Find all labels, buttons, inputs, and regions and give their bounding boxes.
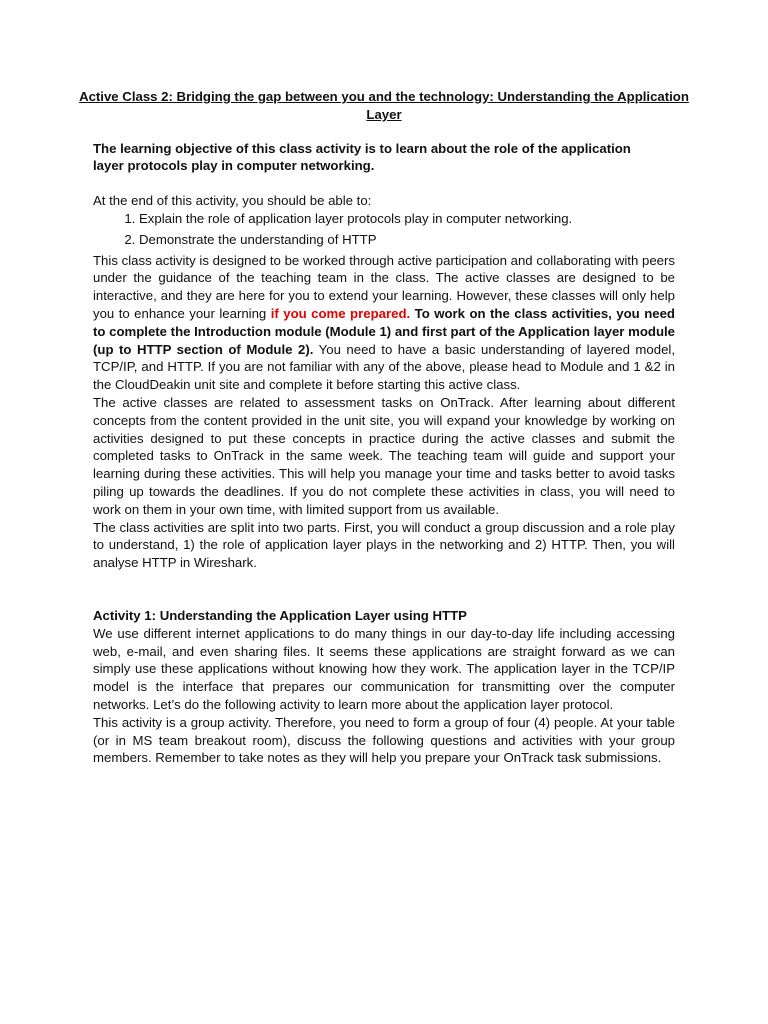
paragraph-application-intro: We use different internet applications to do many things in our day-to-day life including accessing web, e-mail, and even sharing files. It seems these applications are straight forward as we can simply use these applications without knowing how they work. The application layer in the TCP/IP model is the interface that prepares our communication for transmitting over the computer networks. Let’s do the following activity to learn more about the application layer protocol. — [93, 625, 675, 712]
paragraph-activity-overview: The class activities are split into two parts. First, you will conduct a group discussion and a role play to understand, 1) the role of application layer plays in the networking and 2) HTTP. Then, you will analyse HTTP in Wireshark. — [93, 519, 675, 571]
activity-heading: Activity 1: Understanding the Application Layer using HTTP — [93, 607, 467, 623]
highlight-text: if you come prepared — [270, 305, 407, 321]
paragraph-text: You need to have a basic understanding of layered model, TCP/IP, and HTTP. If you are not familiar with any of the above, please head to Module and 1 &2 in the CloudDeakin unit site and complete it before starting this active class. — [93, 341, 676, 393]
paragraph-preparation — [93, 252, 675, 394]
outcomes-intro: At the end of this activity, you should be able to: — [93, 193, 372, 209]
paragraph-assessment: The active classes are related to assessment tasks on OnTrack. After learning about different concepts from the content provided in the unit site, you will expand your knowledge by working on activities designed to put these concepts in practice during the active classes and submit the completed tasks to OnTrack in the same week. The teaching team will guide and support your learning during these activities. This will help you manage your time and tasks better to avoid tasks piling up towards the deadlines. If you do not complete these activities in class, you will need to work on them in your own time, with limited support from us available. — [93, 394, 675, 517]
document-page — [79, 88, 689, 767]
outcome-item: 1. Explain the role of application layer protocols play in computer networking. — [139, 210, 675, 228]
paragraph-group-activity: This activity is a group activity. Therefore, you need to form a group of four (4) people. At your table (or in MS team breakout room), discuss the following questions and activities with your group members. Remember to take notes as they will help you prepare your OnTrack task submissions. — [93, 714, 675, 766]
paragraph-text: . — [406, 305, 415, 321]
bold-requirement-text: To work on the class activities, you need to complete the Introduction module (Module 1) and first part of the Application layer module (up to HTTP section of Module 2). — [93, 305, 675, 357]
paragraph-text: This class activity is designed to be worked through active participation and collaborating with peers under the guidance of the teaching team in the class. The active classes are designed to be interactive, and they are here for you to extend your learning. However, these classes will only help you to enhance your learning — [93, 252, 675, 321]
document-title: Active Class 2: Bridging the gap between you and the technology: Understanding the Application Layer — [79, 89, 689, 122]
learning-objective: The learning objective of this class activity is to learn about the role of the application layer protocols play in computer networking. — [93, 140, 631, 174]
outcomes-list — [93, 210, 675, 249]
outcome-item: 2. Demonstrate the understanding of HTTP — [139, 231, 675, 249]
